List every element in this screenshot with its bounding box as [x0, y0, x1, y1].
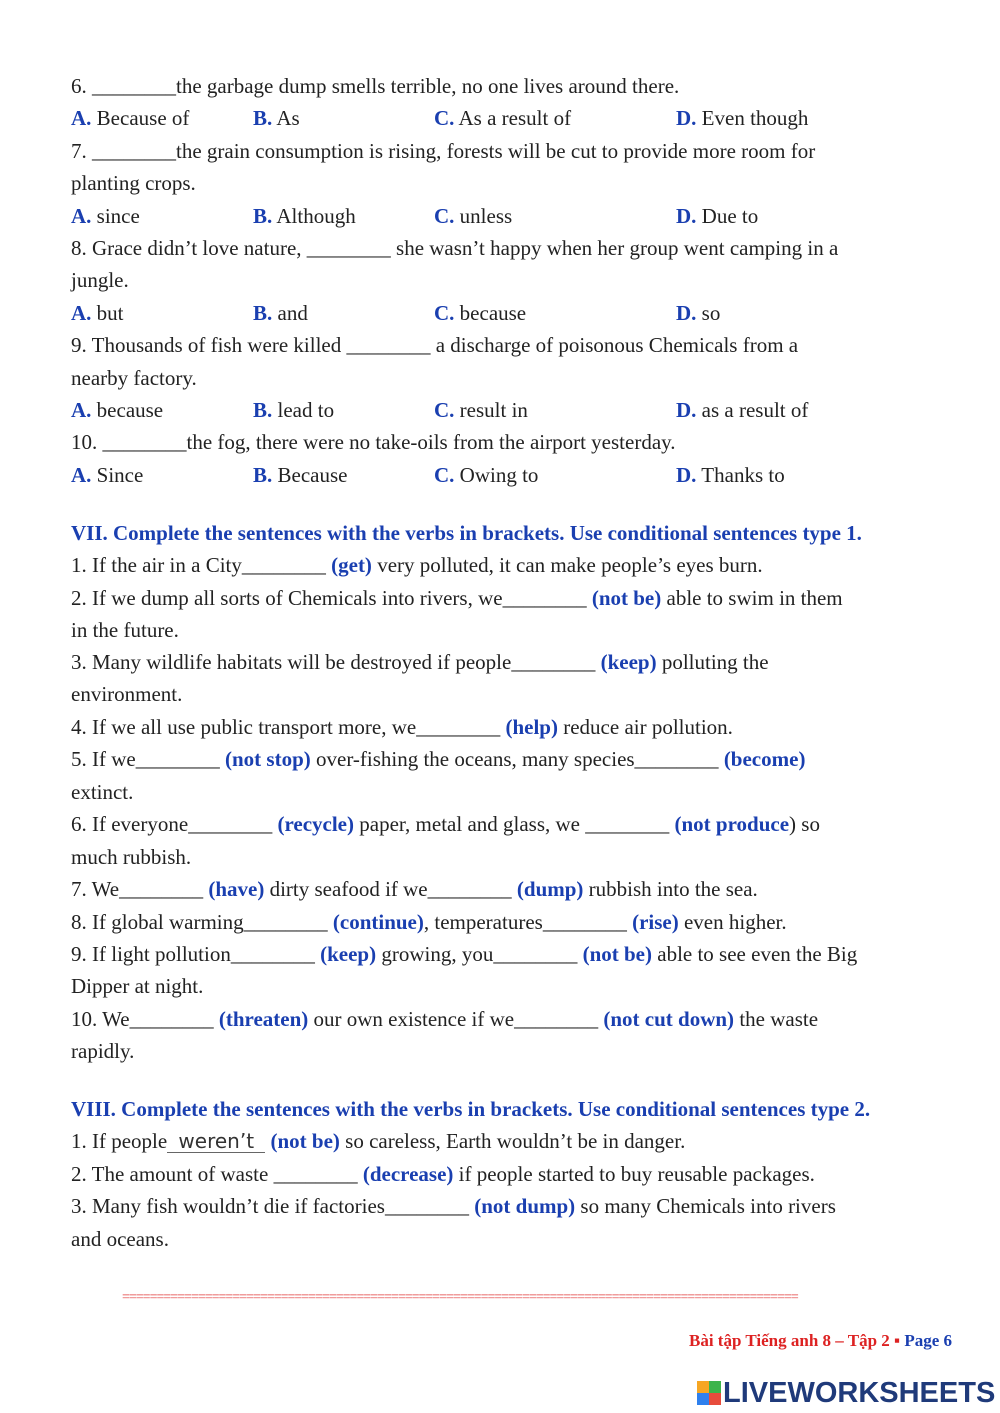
- q6-option-a[interactable]: A. Because of: [71, 106, 190, 130]
- separator-line: ==================================================================================================: [122, 1291, 798, 1305]
- s8-item-3-cont: and oceans.: [71, 1227, 169, 1251]
- s7-item-7: 7. We________ (have) dirty seafood if we________ (dump) rubbish into the sea.: [71, 877, 758, 901]
- page-footer: Bài tập Tiếng anh 8 – Tập 2 ▪ Page 6: [689, 1331, 952, 1350]
- s7-item-2-cont: in the future.: [71, 618, 179, 642]
- s7-item-6: 6. If everyone________ (recycle) paper, metal and glass, we ________ (not produce) so: [71, 812, 820, 836]
- s7-item-5: 5. If we________ (not stop) over-fishing the oceans, many species________ (become): [71, 747, 806, 771]
- q8-option-d[interactable]: D. so: [676, 301, 721, 325]
- s8-item-3: 3. Many fish wouldn’t die if factories________ (not dump) so many Chemicals into rivers: [71, 1194, 836, 1218]
- s7-item-6-cont: much rubbish.: [71, 845, 192, 869]
- question-9-stem: 9. Thousands of fish were killed ________ a discharge of poisonous Chemicals from a: [71, 333, 799, 357]
- question-7-stem: 7. ________the grain consumption is rising, forests will be cut to provide more room for: [71, 139, 816, 163]
- s7-item-3: 3. Many wildlife habitats will be destroyed if people________ (keep) polluting the: [71, 650, 769, 674]
- section-8-heading: VIII. Complete the sentences with the verbs in brackets. Use conditional sentences type 2.: [71, 1097, 871, 1121]
- question-6-stem: 6. ________the garbage dump smells terrible, no one lives around there.: [71, 74, 680, 98]
- s8-item-1-answer-input[interactable]: weren’t: [167, 1130, 265, 1153]
- q9-option-a[interactable]: A. because: [71, 398, 164, 422]
- s8-item-2: 2. The amount of waste ________ (decrease) if people started to buy reusable packages.: [71, 1162, 815, 1186]
- question-10-stem: 10. ________the fog, there were no take-oils from the airport yesterday.: [71, 430, 676, 454]
- q8-option-b[interactable]: B. and: [253, 301, 308, 325]
- question-8-stem: 8. Grace didn’t love nature, ________ she wasn’t happy when her group went camping in a: [71, 236, 839, 260]
- section-7-heading: VII. Complete the sentences with the verbs in brackets. Use conditional sentences type 1.: [71, 521, 862, 545]
- s7-item-1: 1. If the air in a City________ (get) very polluted, it can make people’s eyes burn.: [71, 553, 763, 577]
- s7-item-3-cont: environment.: [71, 682, 183, 706]
- q8-option-a[interactable]: A. but: [71, 301, 124, 325]
- question-8-stem-cont: jungle.: [71, 268, 129, 292]
- question-9-stem-cont: nearby factory.: [71, 366, 197, 390]
- q7-option-c[interactable]: C. unless: [434, 204, 513, 228]
- s7-item-2: 2. If we dump all sorts of Chemicals into rivers, we________ (not be) able to swim in them: [71, 586, 843, 610]
- s7-item-9: 9. If light pollution________ (keep) growing, you________ (not be) able to see even the Big: [71, 942, 858, 966]
- s7-item-5-cont: extinct.: [71, 780, 134, 804]
- question-7-stem-cont: planting crops.: [71, 171, 196, 195]
- s7-item-9-cont: Dipper at night.: [71, 974, 204, 998]
- liveworksheets-logo[interactable]: LIVEWORKSHEETS: [697, 1378, 995, 1408]
- q10-option-a[interactable]: A. Since: [71, 463, 144, 487]
- q6-option-c[interactable]: C. As a result of: [434, 106, 572, 130]
- q7-option-b[interactable]: B. Although: [253, 204, 356, 228]
- s7-item-4: 4. If we all use public transport more, we________ (help) reduce air pollution.: [71, 715, 733, 739]
- q10-option-b[interactable]: B. Because: [253, 463, 348, 487]
- q8-option-c[interactable]: C. because: [434, 301, 527, 325]
- q6-option-d[interactable]: D. Even though: [676, 106, 809, 130]
- q9-option-b[interactable]: B. lead to: [253, 398, 335, 422]
- s7-item-8: 8. If global warming________ (continue), temperatures________ (rise) even higher.: [71, 910, 787, 934]
- q7-option-a[interactable]: A. since: [71, 204, 140, 228]
- s7-item-10: 10. We________ (threaten) our own existence if we________ (not cut down) the waste: [71, 1007, 819, 1031]
- q9-option-c[interactable]: C. result in: [434, 398, 528, 422]
- s8-item-1: 1. If people weren’t (not be) so careless, Earth wouldn’t be in danger.: [71, 1129, 686, 1153]
- logo-grid-icon: [697, 1381, 721, 1405]
- q10-option-d[interactable]: D. Thanks to: [676, 463, 785, 487]
- q10-option-c[interactable]: C. Owing to: [434, 463, 539, 487]
- q7-option-d[interactable]: D. Due to: [676, 204, 759, 228]
- q9-option-d[interactable]: D. as a result of: [676, 398, 809, 422]
- q6-option-b[interactable]: B. As: [253, 106, 300, 130]
- s7-item-10-cont: rapidly.: [71, 1039, 135, 1063]
